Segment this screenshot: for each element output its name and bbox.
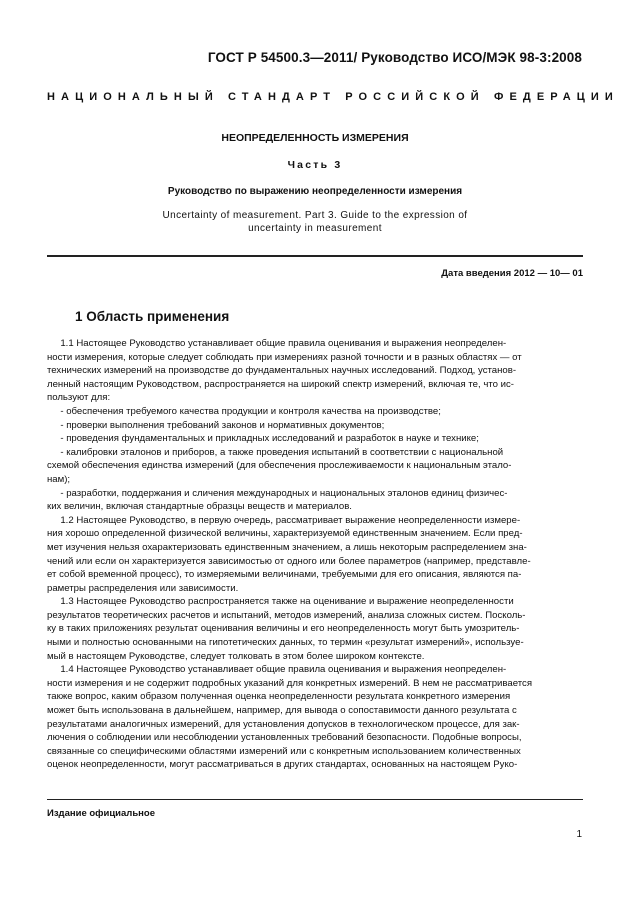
body-line: - проверки выполнения требований законов и нормативных документов; [47,419,385,431]
document-subtitle: Руководство по выражению неопределенности измерения [167,186,463,197]
body-line: лючения о соблюдении или несоблюдении установленных требований безопасности. Подобные вопросы, [47,732,522,744]
document-title: НЕОПРЕДЕЛЕННОСТЬ ИЗМЕРЕНИЯ [221,132,409,144]
body-line: - обеспечения требуемого качества продукции и контроля качества на производстве; [47,405,441,417]
body-line: ния хорошо определенной физической величины, характеризуемой единственным значением. Если пред- [47,528,523,540]
body-line: мый в настоящем Руководстве, следует толковать в этом более широком контексте. [47,650,425,662]
body-line: схемой обеспечения единства измерений (для обеспечения прослеживаемости к национальным этало- [47,460,512,472]
body-line: пользуют для: [47,392,111,404]
body-line: ленный настоящим Руководством, распространяется на широкий спектр измерений, включая те, что ис- [47,378,514,390]
body-line: - проведения фундаментальных и прикладных исследований и разработок в науке и технике; [47,433,479,445]
body-line: - калибровки эталонов и приборов, а также проведения испытаний в соответствии с национальной [47,446,504,458]
bottom-divider [47,799,583,800]
section-heading: 1 Область применения [75,309,230,324]
body-line: технических измерений на производстве до фундаментальных научных исследований. Подход, установ- [47,365,517,377]
english-title-line-1: Uncertainty of measurement. Part 3. Guide to the expression of [162,210,468,221]
page-number: 1 [576,829,582,840]
body-line: ку в таких приложениях результат оценивания величины и его неопределенность могут быть умозритель- [47,623,520,635]
body-line: ными и полностью основанными на гипотетических данных, то термин «результат измерений», используе- [47,637,524,649]
introduction-date: Дата введения 2012 — 10— 01 [441,268,583,279]
national-standard-banner: НАЦИОНАЛЬНЫЙ СТАНДАРТ РОССИЙСКОЙ ФЕДЕРАЦИИ [47,91,619,103]
body-line: нам); [47,473,71,485]
section-body [47,337,583,772]
gost-designation: ГОСТ Р 54500.3—2011/ Руководство ИСО/МЭК 98-3:2008 [207,50,582,65]
body-line: результатов теоретических расчетов и испытаний, методов измерений, анализа сложных систем. Посколь- [47,609,526,621]
body-line: также вопрос, каким образом полученная оценка неопределенности результата конкретного измерения [47,691,511,703]
body-line: раметры распределения или зависимости. [47,582,239,594]
title-block [47,132,583,235]
body-line: 1.1 Настоящее Руководство устанавливает общие правила оценивания и выражения неопределен- [47,338,507,349]
english-title-line-2: uncertainty in measurement [248,223,382,234]
body-line: результатами аналогичных измерений, для установления допусков в технологическом процессе, для зак- [47,718,520,730]
english-title [47,209,583,235]
body-line: 1.2 Настоящее Руководство, в первую очередь, рассматривает выражение неопределенности измере- [47,514,521,526]
edition-label: Издание официальное [47,808,155,819]
body-line: 1.3 Настоящее Руководство распространяется также на оценивание и выражение неопределенности [47,596,514,608]
body-line: чений или если он характеризуется зависимостью от одного или более параметров (например, представле- [47,555,531,567]
body-line: ности измерения, которые следует соблюдать при измерениях разной точности и в разных областях — от [47,351,522,363]
body-line: 1.4 Настоящее Руководство устанавливает общие правила оценивания и выражения неопределен- [47,664,507,676]
body-line: мет изучения нельзя охарактеризовать единственным значением, а лишь некоторым распределением зна- [47,541,527,553]
part-label: Часть 3 [287,159,343,171]
body-line: ких величин, включая стандартные образцы веществ и материалов. [47,501,352,513]
body-line: связанные со специфическими областями измерений или с конкретным использованием количественных [47,745,521,757]
body-line: ности измерения и не содержит подробных указаний для конкретных измерений. В нем не рассматривается [47,677,533,689]
body-line: - разработки, поддержания и сличения международных и национальных эталонов единиц физичес- [47,487,508,499]
body-line: может быть использована в дальнейшем, например, для вывода о сопоставимости данного результата с [47,705,517,717]
body-line: оценок неопределенности, могут рассматриваться в других стандартах, основанных на настоящем Руко- [47,759,518,771]
body-line: ет собой временной процесс), то измеряемыми величинами, требуемыми для его описания, являются па- [47,569,522,581]
top-divider [47,255,583,257]
